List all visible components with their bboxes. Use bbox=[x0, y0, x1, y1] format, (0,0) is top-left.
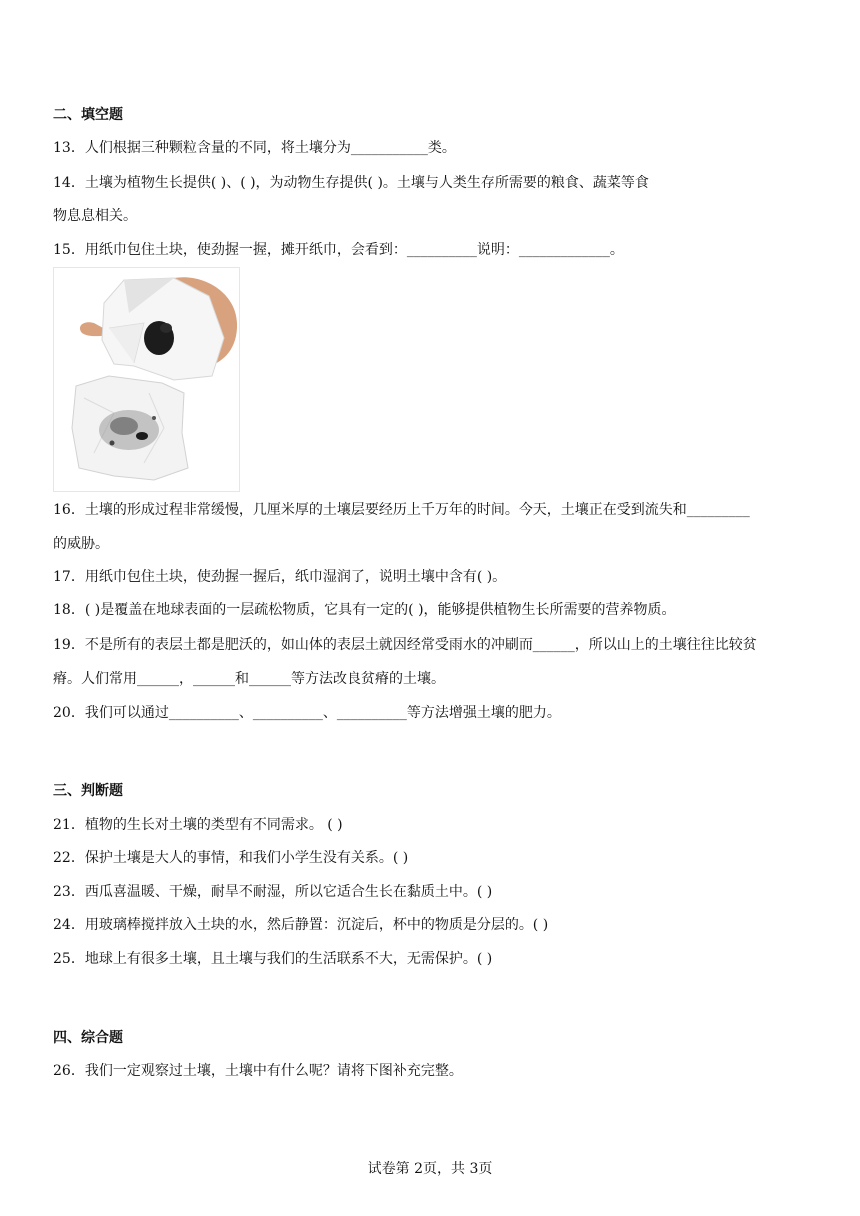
question-16-line-2: 的威胁。 bbox=[53, 536, 109, 552]
question-24: 24．用玻璃棒搅拌放入土块的水，然后静置：沉淀后，杯中的物质是分层的。( ) bbox=[53, 917, 549, 933]
page-footer: 试卷第 2页，共 3页 bbox=[367, 1161, 493, 1177]
question-20: 20．我们可以通过__________、__________、__________等方法增强土壤的肥力。 bbox=[53, 705, 561, 721]
section-heading-comprehensive: 四、综合题 bbox=[53, 1030, 123, 1046]
question-13: 13．人们根据三种颗粒含量的不同，将土壤分为___________类。 bbox=[53, 140, 456, 156]
question-14-line-2: 物息息相关。 bbox=[53, 208, 137, 224]
question-21: 21．植物的生长对土壤的类型有不同需求。 ( ) bbox=[53, 817, 343, 833]
question-17: 17．用纸巾包住土块，使劲握一握后，纸巾湿润了，说明土壤中含有( )。 bbox=[53, 569, 507, 585]
question-15: 15．用纸巾包住土块，使劲握一握，摊开纸巾，会看到：__________说明：_____________。 bbox=[53, 242, 624, 258]
question-26: 26．我们一定观察过土壤，土壤中有什么呢？请将下图补充完整。 bbox=[53, 1063, 463, 1079]
question-19-line-1: 19．不是所有的表层土都是肥沃的，如山体的表层土就因经常受雨水的冲刷而______，所以山上的土壤往往比较贫 bbox=[53, 637, 757, 653]
question-19-line-2: 瘠。人们常用______，______和______等方法改良贫瘠的土壤。 bbox=[53, 671, 445, 687]
question-14-line-1: 14．土壤为植物生长提供( )、( )，为动物生存提供( )。土壤与人类生存所需要的粮食、蔬菜等食 bbox=[53, 175, 649, 191]
question-18: 18．( )是覆盖在地球表面的一层疏松物质，它具有一定的( )，能够提供植物生长所需要的营养物质。 bbox=[53, 602, 676, 618]
section-heading-true-false: 三、判断题 bbox=[53, 783, 123, 799]
question-23: 23．西瓜喜温暖、干燥，耐旱不耐湿，所以它适合生长在黏质土中。( ) bbox=[53, 884, 493, 900]
soil-tissue-photo bbox=[53, 267, 240, 492]
question-22: 22．保护土壤是大人的事情，和我们小学生没有关系。( ) bbox=[53, 850, 409, 866]
section-heading-fill-blank: 二、填空题 bbox=[53, 107, 123, 123]
question-25: 25．地球上有很多土壤，且土壤与我们的生活联系不大，无需保护。( ) bbox=[53, 951, 493, 967]
question-16-line-1: 16．土壤的形成过程非常缓慢，几厘米厚的土壤层要经历上千万年的时间。今天，土壤正在受到流失和_________ bbox=[53, 502, 750, 518]
